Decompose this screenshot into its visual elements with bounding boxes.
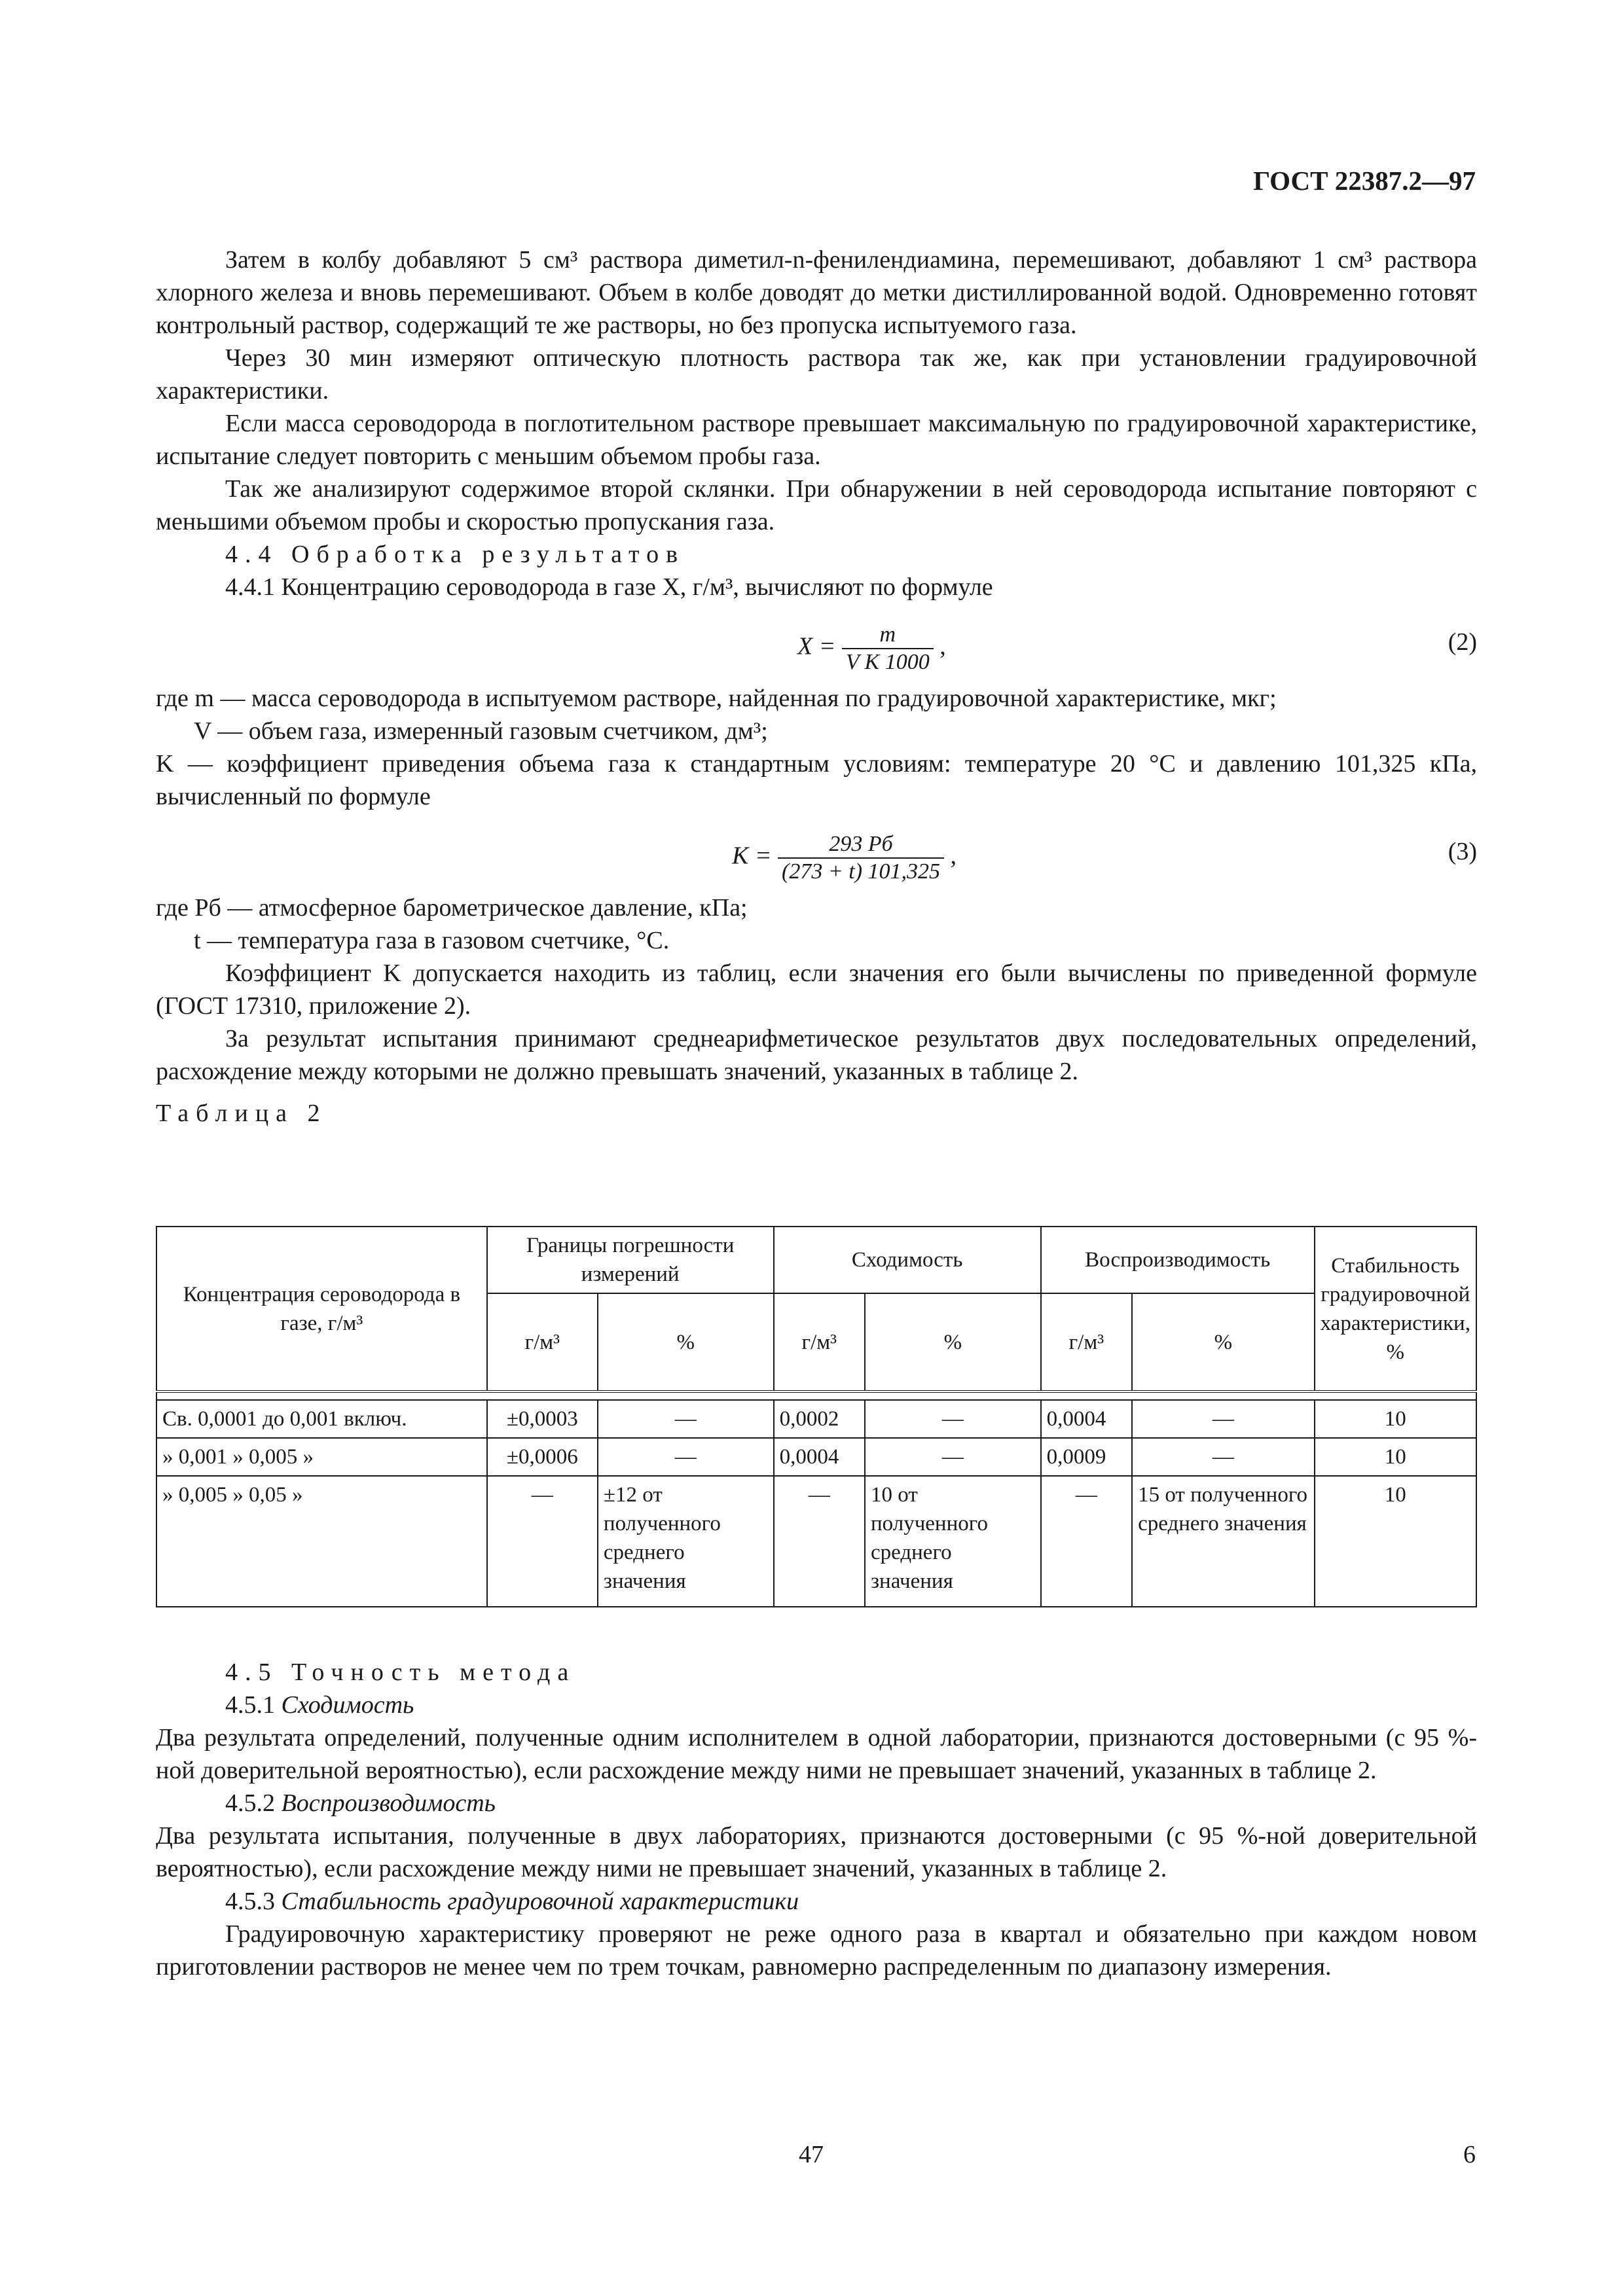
- cell-stability: 10: [1315, 1476, 1476, 1607]
- header-stability: Стабильность градуировочной характеристики, %: [1315, 1227, 1476, 1391]
- header-unit-gm3: г/м³: [774, 1293, 865, 1391]
- paragraph: 4.4.1 Концентрацию сероводорода в газе X, г/м³, вычисляют по формуле: [225, 573, 993, 601]
- section-title: Сходимость: [281, 1691, 414, 1719]
- paragraph: Затем в колбу добавляют 5 см³ раствора диметил-n-фенилендиамина, перемешивают, добавляют 1 см³ раствора хлорного железа и вновь перемешивают. Объем в колбе доводят до метки дистиллированной водой. Одновременно готовят контрольный раствор, содержащий те же растворы, но без пропуска испытуемого газа.: [156, 246, 1477, 339]
- formula-number: (2): [1448, 628, 1477, 656]
- cell-reproducibility-percent: —: [1132, 1400, 1314, 1438]
- cell-convergence-gm3: 0,0002: [774, 1400, 865, 1438]
- definition-k: K — коэффициент приведения объема газа к стандартным условиям: температуре 20 °С и давлению 101,325 кПа, вычисленный по формуле: [156, 750, 1477, 810]
- formula-fraction: [778, 833, 944, 884]
- cell-convergence-percent: 10 от полученного среднего значения: [865, 1476, 1041, 1607]
- cell-error-gm3: ±0,0006: [487, 1438, 598, 1476]
- page-number-right: 6: [1463, 2141, 1476, 2168]
- paragraph: Если масса сероводорода в поглотительном растворе превышает максимальную по градуировочной характеристике, испытание следует повторить с меньшим объемом пробы газа.: [156, 410, 1477, 470]
- page-number-center: 47: [799, 2141, 824, 2168]
- section-heading-4-4: 4.4 Обработка результатов: [225, 541, 685, 568]
- section-number: 4.5.3: [225, 1888, 275, 1915]
- cell-concentration: » 0,001 » 0,005 »: [156, 1438, 487, 1476]
- formula-comma: ,: [950, 842, 957, 870]
- cell-concentration: Св. 0,0001 до 0,001 включ.: [156, 1400, 487, 1438]
- cell-error-percent: ±12 от полученного среднего значения: [598, 1476, 774, 1607]
- header-unit-percent: %: [865, 1293, 1041, 1391]
- table-row: [156, 1400, 1476, 1438]
- header-unit-gm3: г/м³: [487, 1293, 598, 1391]
- formula-fraction: [842, 623, 934, 674]
- cell-convergence-gm3: —: [774, 1476, 865, 1607]
- cell-stability: 10: [1315, 1438, 1476, 1476]
- header-error-limits: Границы погрешности измерений: [487, 1227, 774, 1293]
- table-2: [156, 1226, 1477, 1607]
- section-number: 4.5.1: [225, 1691, 275, 1719]
- cell-error-gm3: —: [487, 1476, 598, 1607]
- document-body-lower: [156, 1656, 1477, 1983]
- formula-number: (3): [1448, 838, 1477, 865]
- paragraph: Градуировочную характеристику проверяют не реже одного раза в квартал и обязательно при каждом новом приготовлении растворов не менее чем по трем точкам, равномерно распределенным по диапазону измерения.: [156, 1920, 1477, 1981]
- fraction-denominator: V K 1000: [845, 650, 930, 674]
- paragraph: Так же анализируют содержимое второй склянки. При обнаружении в ней сероводорода испытание повторяют с меньшими объемом пробы и скоростью пропускания газа.: [156, 475, 1477, 535]
- cell-convergence-gm3: 0,0004: [774, 1438, 865, 1476]
- cell-convergence-percent: —: [865, 1438, 1041, 1476]
- table-row: [156, 1476, 1476, 1607]
- definition-t: t — температура газа в газовом счетчике, °С.: [194, 927, 670, 954]
- definition-m: где m — масса сероводорода в испытуемом растворе, найденная по градуировочной характеристике, мкг;: [156, 685, 1277, 712]
- header-reproducibility: Воспроизводимость: [1041, 1227, 1315, 1293]
- fraction-numerator: m: [842, 623, 934, 649]
- cell-error-percent: —: [598, 1438, 774, 1476]
- table-caption: Таблица 2: [156, 1100, 327, 1127]
- formula-lhs: X =: [797, 632, 836, 660]
- table-row: [156, 1438, 1476, 1476]
- cell-convergence-percent: —: [865, 1400, 1041, 1438]
- section-heading-4-5-2: [156, 1787, 1477, 1820]
- header-concentration: Концентрация сероводорода в газе, г/м³: [156, 1227, 487, 1391]
- definition-p: где Pб — атмосферное барометрическое давление, кПа;: [156, 894, 748, 922]
- cell-error-percent: —: [598, 1400, 774, 1438]
- formula-2: [156, 611, 1477, 674]
- document-body: [156, 243, 1477, 1130]
- section-heading-4-5-1: [156, 1689, 1477, 1721]
- header-unit-gm3: г/м³: [1041, 1293, 1132, 1391]
- paragraph: Коэффициент K допускается находить из таблиц, если значения его были вычислены по приведенной формуле (ГОСТ 17310, приложение 2).: [156, 960, 1477, 1020]
- definition-v: V — объем газа, измеренный газовым счетчиком, дм³;: [194, 717, 768, 745]
- fraction-denominator: (273 + t) 101,325: [782, 859, 941, 884]
- section-heading-4-5-3: [156, 1885, 1477, 1918]
- cell-reproducibility-gm3: 0,0004: [1041, 1400, 1132, 1438]
- header-unit-percent: %: [1132, 1293, 1314, 1391]
- formula-3: [156, 821, 1477, 884]
- header-unit-percent: %: [598, 1293, 774, 1391]
- formula-lhs: K =: [732, 842, 772, 870]
- cell-reproducibility-gm3: 0,0009: [1041, 1438, 1132, 1476]
- paragraph: Два результата определений, полученные одним исполнителем в одной лаборатории, признаются достоверными (с 95 %-ной доверительной вероятностью), если расхождение между ними не превышает значений, указанных в таблице 2.: [156, 1724, 1477, 1784]
- section-heading-4-5: 4.5 Точность метода: [225, 1659, 576, 1686]
- cell-reproducibility-percent: —: [1132, 1438, 1314, 1476]
- paragraph: Два результата испытания, полученные в двух лабораториях, признаются достоверными (с 95 %-ной доверительной вероятностью), если расхождение между ними не превышает значений, указанных в таблице 2.: [156, 1822, 1477, 1882]
- cell-error-gm3: ±0,0003: [487, 1400, 598, 1438]
- header-convergence: Сходимость: [774, 1227, 1041, 1293]
- fraction-numerator: 293 Pб: [778, 833, 944, 859]
- section-title: Воспроизводимость: [281, 1789, 496, 1817]
- cell-reproducibility-percent: 15 от полученного среднего значения: [1132, 1476, 1314, 1607]
- cell-reproducibility-gm3: —: [1041, 1476, 1132, 1607]
- paragraph: Через 30 мин измеряют оптическую плотность раствора так же, как при установлении градуировочной характеристики.: [156, 344, 1477, 404]
- paragraph: За результат испытания принимают среднеарифметическое результатов двух последовательных определений, расхождение между которыми не должно превышать значений, указанных в таблице 2.: [156, 1025, 1477, 1085]
- cell-stability: 10: [1315, 1400, 1476, 1438]
- document-code-header: ГОСТ 22387.2—97: [1253, 166, 1476, 196]
- section-number: 4.5.2: [225, 1789, 275, 1817]
- formula-comma: ,: [939, 632, 946, 660]
- cell-concentration: » 0,005 » 0,05 »: [156, 1476, 487, 1607]
- section-title: Стабильность градуировочной характеристики: [281, 1888, 799, 1915]
